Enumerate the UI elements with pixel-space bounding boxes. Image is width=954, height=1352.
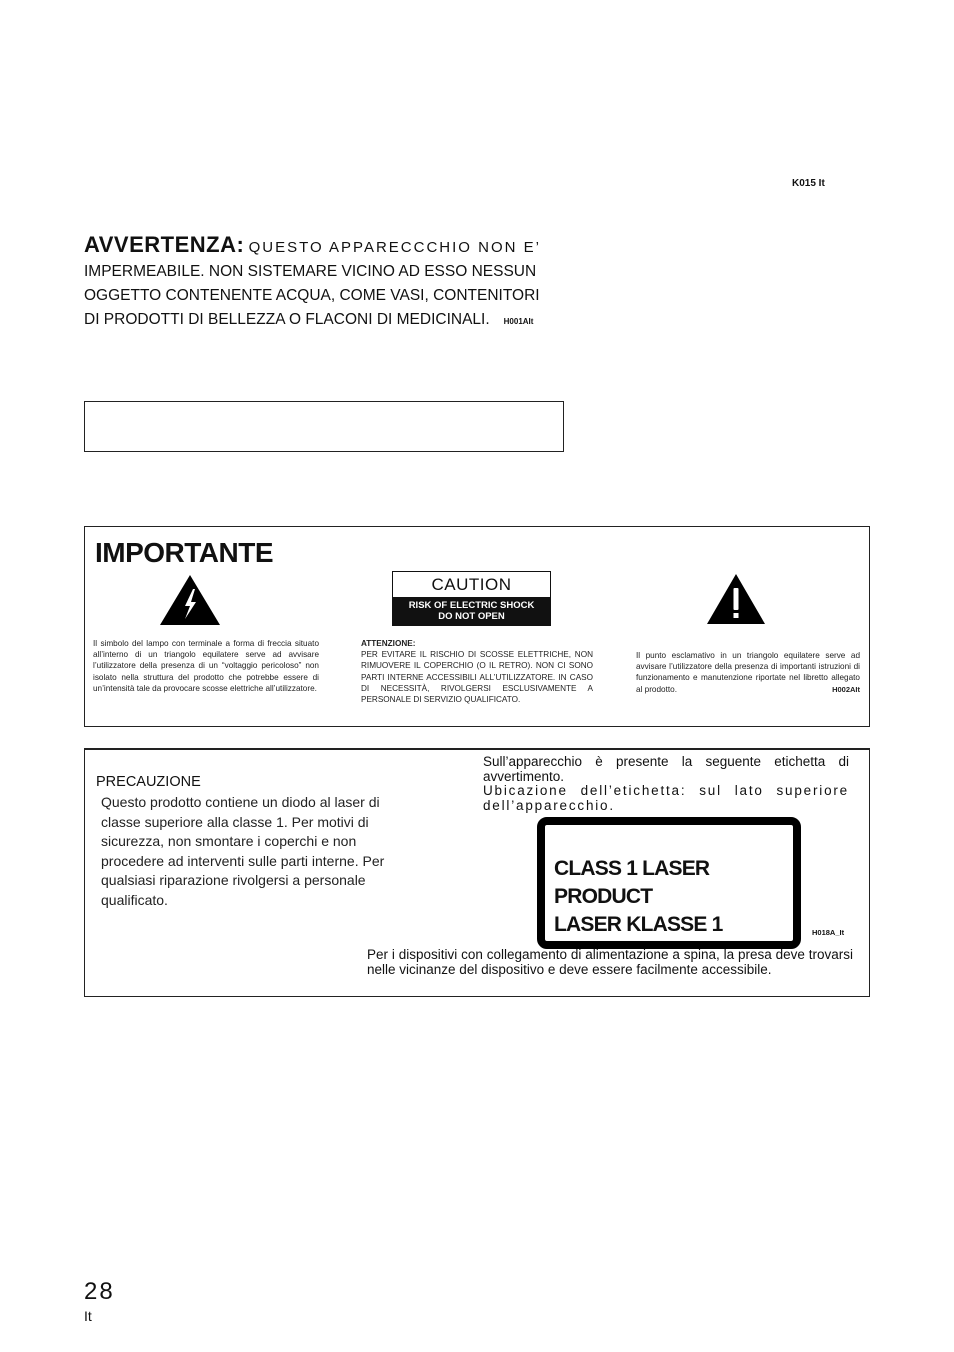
lightning-explanation: Il simbolo del lampo con terminale a forma di freccia situato all’interno di un triangolo equilatere serve ad avvisare l’utilizzatore della presenza di un “voltaggio pericoloso” non isolato nella struttura del prodotto che potrebbe essere di un’intensità tale da provocare scosse elettriche all’utilizzatore. xyxy=(93,639,319,693)
page-language: It xyxy=(84,1308,92,1324)
attenzione-block xyxy=(361,638,593,705)
avvertenza-code: H001AIt xyxy=(503,317,534,326)
laser-label-code: H018A_It xyxy=(812,928,845,937)
precauzione-title: PRECAUZIONE xyxy=(96,774,201,790)
caution-label-title: CAUTION xyxy=(431,575,512,594)
importante-box xyxy=(84,526,870,727)
attenzione-text: PER EVITARE IL RISCHIO DI SCOSSE ELETTRICHE, NON RIMUOVERE IL COPERCHIO (O IL RETRO). NON CI SONO PARTI INTERNE ACCESSIBILI ALL’UTILIZZATORE. IN CASO DI NECESSITÀ, RIVOLGERSI ESCLUSIVAMENTE A PERSONALE DI SERVIZIO QUALIFICATO. xyxy=(361,650,593,705)
laser-line-1: CLASS 1 LASER PRODUCT xyxy=(554,857,710,908)
exclamation-text: Il punto esclamativo in un triangolo equilatere serve ad avvisare l’utilizzatore della presenza di importanti istruzioni di funzionamento e manutenzione riportate nel libretto allegato al prodotto. xyxy=(636,651,860,694)
label-location-text: Ubicazione dell’etichetta: sul lato superiore dell’apparecchio. xyxy=(483,783,849,813)
lightning-warning-icon xyxy=(158,573,222,627)
page-number: 28 xyxy=(84,1278,115,1305)
avvertenza-body: IMPERMEABILE. NON SISTEMARE VICINO AD ESSO NESSUN OGGETTO CONTENENTE ACQUA, COME VASI, CONTENITORI DI PRODOTTI DI BELLEZZA O FLACONI DI MEDICINALI. xyxy=(84,263,540,328)
label-info xyxy=(483,755,849,813)
avvertenza-lead: QUESTO APPARECCCHIO NON E’ xyxy=(248,239,541,256)
label-presence-text: Sull’apparecchio è presente la seguente etichetta di avvertimento. xyxy=(483,754,849,784)
importante-title: IMPORTANTE xyxy=(95,537,274,568)
laser-class-label xyxy=(537,817,801,949)
caution-label xyxy=(392,571,551,626)
exclamation-warning-icon xyxy=(705,572,767,626)
attenzione-heading: ATTENZIONE: xyxy=(361,639,416,648)
caution-line-2: DO NOT OPEN xyxy=(438,611,505,622)
exclamation-explanation xyxy=(636,650,860,695)
caution-label-warning xyxy=(393,597,550,625)
precauzione-body: Questo prodotto contiene un diodo al laser di classe superiore alla classe 1. Per motivi di sicurezza, non smontare i coperchi e non procedere ad interventi sulle parti interne. Per qualsiasi riparazione rivolgersi a personale qualificato. xyxy=(101,794,385,908)
laser-line-2: LASER KLASSE 1 xyxy=(554,913,723,936)
precauzione-box xyxy=(84,748,870,997)
laser-label-text xyxy=(554,855,793,939)
avvertenza-heading: AVVERTENZA: xyxy=(84,232,245,257)
exclamation-code: H002AIt xyxy=(832,684,860,694)
empty-box xyxy=(84,401,564,452)
caution-line-1: RISK OF ELECTRIC SHOCK xyxy=(408,600,535,611)
plug-text: Per i dispositivi con collegamento di alimentazione a spina, la presa deve trovarsi nelle vicinanze del dispositivo e deve essere facilmente accessibile. xyxy=(367,947,853,977)
document-code: K015 It xyxy=(792,178,825,189)
avvertenza-block xyxy=(84,233,556,334)
